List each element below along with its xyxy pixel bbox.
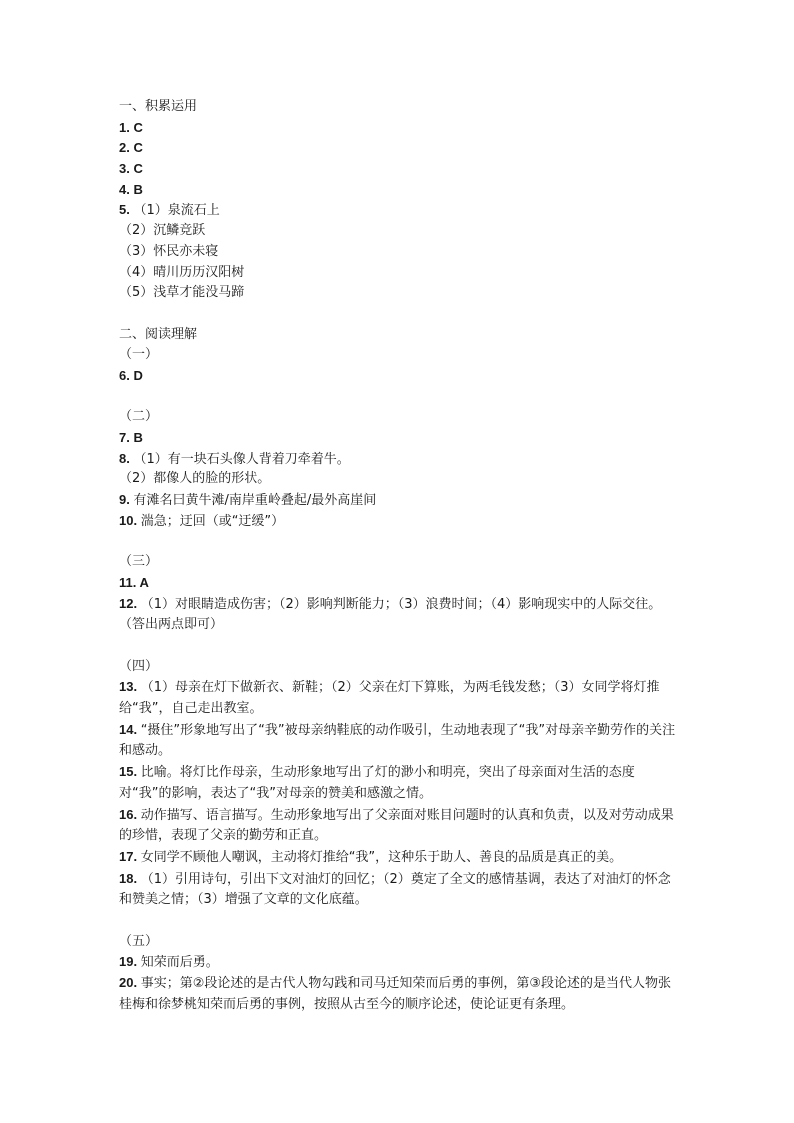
- answer-text: 事实；第②段论述的是古代人物勾践和司马迁知荣而后勇的事例，第③段论述的是当代人物张桂梅和徐梦桃知荣而后勇的事例，按照从古至今的顺序论述，使论证更有条理。: [119, 976, 671, 1012]
- answer-text: 比喻。将灯比作母亲，生动形象地写出了灯的渺小和明亮，突出了母亲面对生活的态度对“我”的影响，表达了“我”对母亲的赞美和感激之情。: [119, 765, 635, 801]
- spacer: [119, 911, 679, 932]
- answer-16: [119, 805, 679, 847]
- answer-4: [119, 180, 679, 201]
- answer-sheet: [119, 97, 679, 1015]
- answer-1: [119, 118, 679, 139]
- question-number: 13.: [119, 679, 141, 695]
- question-number: 17.: [119, 848, 141, 864]
- answer-5-sub-5: （5）浅草才能没马蹄: [119, 285, 245, 301]
- answer-5: [119, 200, 679, 221]
- answer-text: （1）引用诗句，引出下文对油灯的回忆；（2）奠定了全文的感情基调，表达了对油灯的怀念和赞美之情；（3）增强了文章的文化底蕴。: [119, 871, 671, 908]
- answer-11: [119, 573, 679, 594]
- question-number: 18.: [119, 870, 141, 886]
- answer-text: B: [133, 181, 143, 197]
- question-number: 8.: [119, 450, 134, 466]
- answer-20: [119, 973, 679, 1015]
- spacer: [119, 387, 679, 408]
- answer-18: [119, 869, 679, 911]
- answer-5-sub-4: （4）晴川历历汉阳树: [119, 264, 245, 280]
- answer-text: “摄住”形象地写出了“我”被母亲纳鞋底的动作吸引，生动地表现了“我”对母亲辛勤劳作的关注和感动。: [119, 722, 676, 759]
- answer-text: 湍急；迂回（或“迂缓”）: [140, 513, 285, 529]
- answer-15: [119, 762, 679, 804]
- question-number: 3.: [119, 161, 134, 177]
- answer-text: （1）泉流石上: [133, 203, 220, 219]
- question-number: 2.: [119, 140, 134, 156]
- spacer: [119, 531, 679, 552]
- question-number: 10.: [119, 512, 141, 528]
- question-number: 6.: [119, 367, 134, 383]
- question-number: 7.: [119, 430, 134, 445]
- question-number: 19.: [119, 954, 141, 970]
- answer-6: [119, 366, 679, 387]
- section-1-title: 一、积累运用: [119, 99, 198, 114]
- answer-8-sub-2: （2）都像人的脸的形状。: [119, 471, 271, 487]
- answer-text: （1）对眼睛造成伤害；（2）影响判断能力；（3）浪费时间；（4）影响现实中的人际交往。（答出两点即可）: [119, 596, 662, 633]
- answer-text: B: [133, 430, 143, 445]
- answer-text: 有滩名曰黄牛滩/南岸重岭叠起/最外高崖间: [133, 493, 377, 509]
- question-number: 12.: [119, 595, 141, 611]
- question-number: 14.: [119, 721, 141, 737]
- question-number: 16.: [119, 806, 141, 822]
- answer-14: [119, 720, 679, 762]
- answer-10: [119, 511, 679, 532]
- answer-12: [119, 594, 679, 636]
- part-4-label: （四）: [119, 658, 159, 674]
- answer-3: [119, 159, 679, 180]
- answer-17: [119, 847, 679, 869]
- part-3-label: （三）: [119, 554, 159, 570]
- question-number: 5.: [119, 202, 134, 218]
- answer-text: A: [139, 574, 149, 590]
- question-number: 1.: [119, 119, 134, 135]
- answer-19: [119, 952, 679, 973]
- question-number: 20.: [119, 975, 141, 991]
- answer-5-sub-3: （3）怀民亦未寝: [119, 243, 219, 259]
- answer-7: [119, 428, 679, 449]
- question-number: 4.: [119, 181, 134, 197]
- question-number: 9.: [119, 492, 134, 508]
- answer-text: C: [133, 140, 143, 156]
- answer-13: [119, 677, 679, 719]
- spacer: [119, 636, 679, 657]
- part-5-label: （五）: [119, 933, 159, 949]
- answer-8: [119, 449, 679, 470]
- answer-text: D: [133, 367, 143, 383]
- answer-5-sub-2: （2）沉鳞竞跃: [119, 223, 206, 239]
- answer-text: （1）母亲在灯下做新衣、新鞋；（2）父亲在灯下算账，为两毛钱发愁；（3）女同学将灯推给“我”，自己走出教室。: [119, 680, 660, 716]
- part-2-label: （二）: [119, 409, 159, 425]
- section-2-title: 二、阅读理解: [119, 326, 198, 342]
- answer-text: C: [133, 119, 143, 135]
- answer-2: [119, 138, 679, 159]
- answer-text: 动作描写、语言描写。生动形象地写出了父亲面对账目问题时的认真和负责，以及对劳动成果的珍惜，表现了父亲的勤劳和正直。: [119, 807, 674, 844]
- answer-9: [119, 490, 679, 511]
- answer-text: 女同学不顾他人嘲讽，主动将灯推给“我”，这种乐于助人、善良的品质是真正的美。: [140, 849, 623, 865]
- answer-text: C: [133, 161, 143, 177]
- part-1-label: （一）: [119, 347, 159, 363]
- spacer: [119, 304, 679, 325]
- answer-text: （1）有一块石头像人背着刀牵着牛。: [133, 451, 350, 467]
- question-number: 15.: [119, 764, 141, 780]
- question-number: 11.: [119, 574, 140, 590]
- answer-text: 知荣而后勇。: [140, 955, 219, 971]
